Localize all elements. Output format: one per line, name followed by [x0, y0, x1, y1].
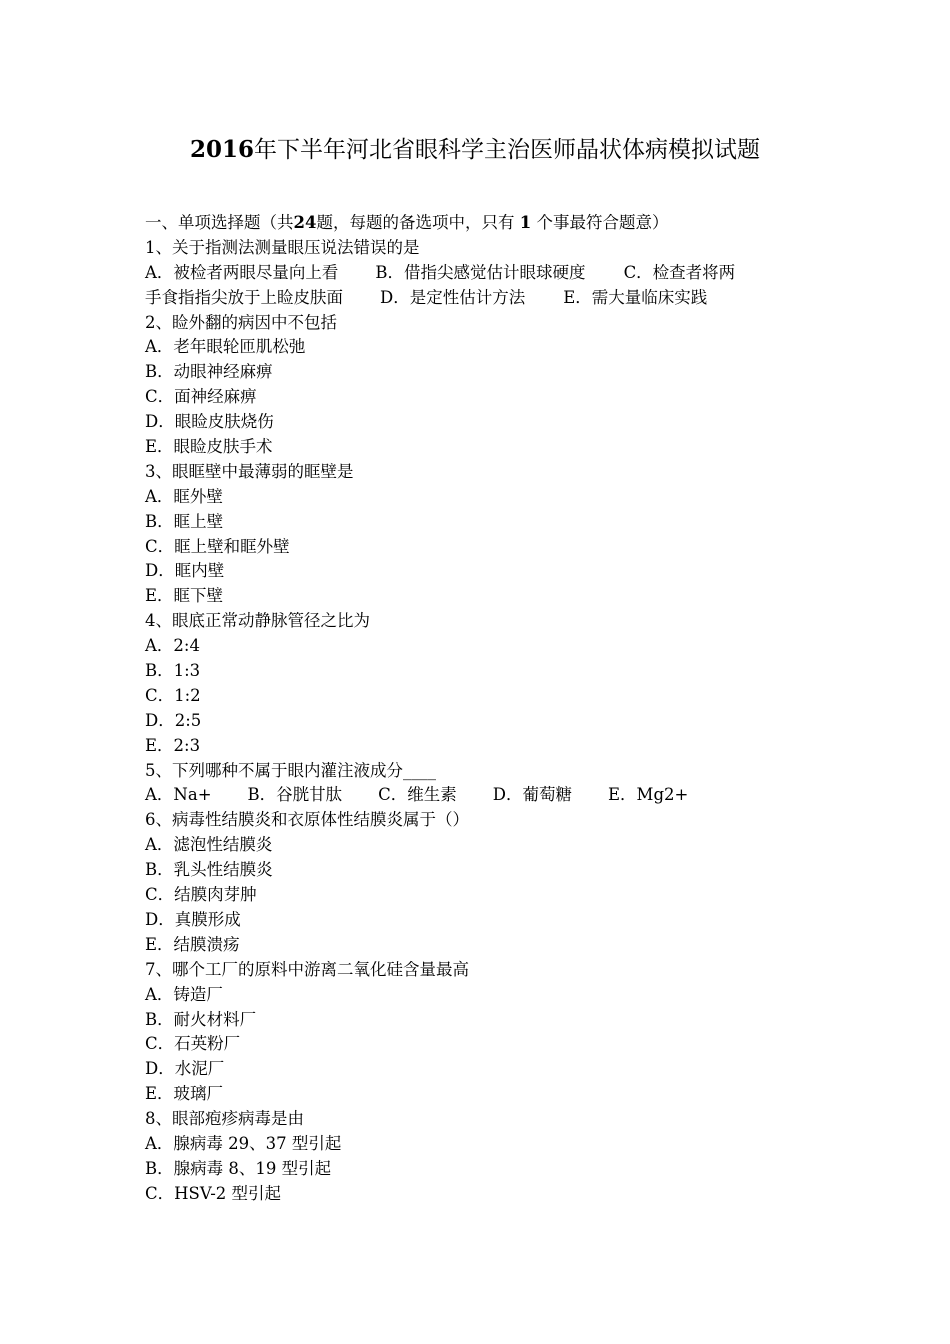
- option: C．石英粉厂: [145, 1034, 241, 1054]
- option: A．老年眼轮匝肌松弛: [145, 337, 306, 357]
- option: A．铸造厂: [145, 984, 223, 1004]
- option: A．眶外壁: [145, 486, 223, 506]
- section-middle: 题，每题的备选项中，只有: [316, 213, 515, 232]
- option: E．Mg2+: [608, 785, 689, 805]
- option: E．眶下壁: [145, 586, 224, 606]
- option: D．眼睑皮肤烧伤: [145, 412, 274, 432]
- option: B．借指尖感觉估计眼球硬度: [375, 262, 586, 282]
- option: B．乳头性结膜炎: [145, 860, 273, 880]
- question-stem: 7、哪个工厂的原料中游离二氧化硅含量最高: [145, 959, 469, 979]
- question-stem: 2、睑外翻的病因中不包括: [145, 312, 337, 332]
- option: A．Na+: [145, 785, 212, 805]
- option: A．腺病毒 29、37 型引起: [145, 1133, 342, 1153]
- option: E．玻璃厂: [145, 1084, 224, 1104]
- option: D．水泥厂: [145, 1059, 225, 1079]
- section-heading: [145, 211, 825, 236]
- option: A．2:4: [145, 636, 200, 656]
- option: E．需大量临床实践: [563, 287, 708, 307]
- option: C．1:2: [145, 685, 201, 705]
- question-stem: 6、病毒性结膜炎和衣原体性结膜炎属于（）: [145, 810, 469, 830]
- option: E．2:3: [145, 735, 201, 755]
- option: B．眶上壁: [145, 511, 224, 531]
- option: C．HSV-2 型引起: [145, 1183, 282, 1203]
- section-count: 24: [293, 213, 317, 232]
- option: D．眶内壁: [145, 561, 225, 581]
- section-prefix: 一、单项选择题（共: [145, 213, 294, 232]
- option: C．检查者将两: [623, 262, 736, 282]
- option: B．耐火材料厂: [145, 1009, 257, 1029]
- option: C．结膜肉芽肿: [145, 885, 257, 905]
- question-stem: 8、眼部疱疹病毒是由: [145, 1109, 304, 1129]
- option: B．谷胱甘肽: [247, 785, 343, 805]
- question-stem: 4、眼底正常动静脉管径之比为: [145, 611, 370, 631]
- title-text: 年下半年河北省眼科学主治医师晶状体病模拟试题: [254, 137, 760, 163]
- question-list: [145, 211, 825, 1207]
- option: B．腺病毒 8、19 型引起: [145, 1158, 332, 1178]
- option: D．是定性估计方法: [380, 287, 526, 307]
- option: B．动眼神经麻痹: [145, 362, 273, 382]
- option: C．维生素: [378, 785, 457, 805]
- option: A．被检者两眼尽量向上看: [145, 262, 339, 282]
- option-row: [145, 783, 825, 808]
- section-one: 1: [519, 213, 532, 232]
- option: D．葡萄糖: [492, 785, 573, 805]
- question-stem: 1、关于指测法测量眼压说法错误的是: [145, 237, 420, 257]
- question-stem: 5、下列哪种不属于眼内灌注液成分____: [145, 760, 436, 780]
- option: E．眼睑皮肤手术: [145, 437, 273, 457]
- section-suffix: 个事最符合题意）: [536, 213, 669, 232]
- question-stem: 3、眼眶壁中最薄弱的眶壁是: [145, 461, 354, 481]
- option-row: [145, 261, 825, 286]
- option-row: [145, 286, 825, 311]
- option: A．滤泡性结膜炎: [145, 835, 273, 855]
- option: 手食指指尖放于上睑皮肤面: [145, 287, 343, 307]
- title-year: 2016: [189, 136, 254, 163]
- option: D．2:5: [145, 710, 202, 730]
- page-title: [0, 134, 950, 166]
- option: E．结膜溃疡: [145, 934, 240, 954]
- option: D．真膜形成: [145, 909, 241, 929]
- option: C．面神经麻痹: [145, 387, 257, 407]
- option: C．眶上壁和眶外壁: [145, 536, 290, 556]
- option: B．1:3: [145, 661, 201, 681]
